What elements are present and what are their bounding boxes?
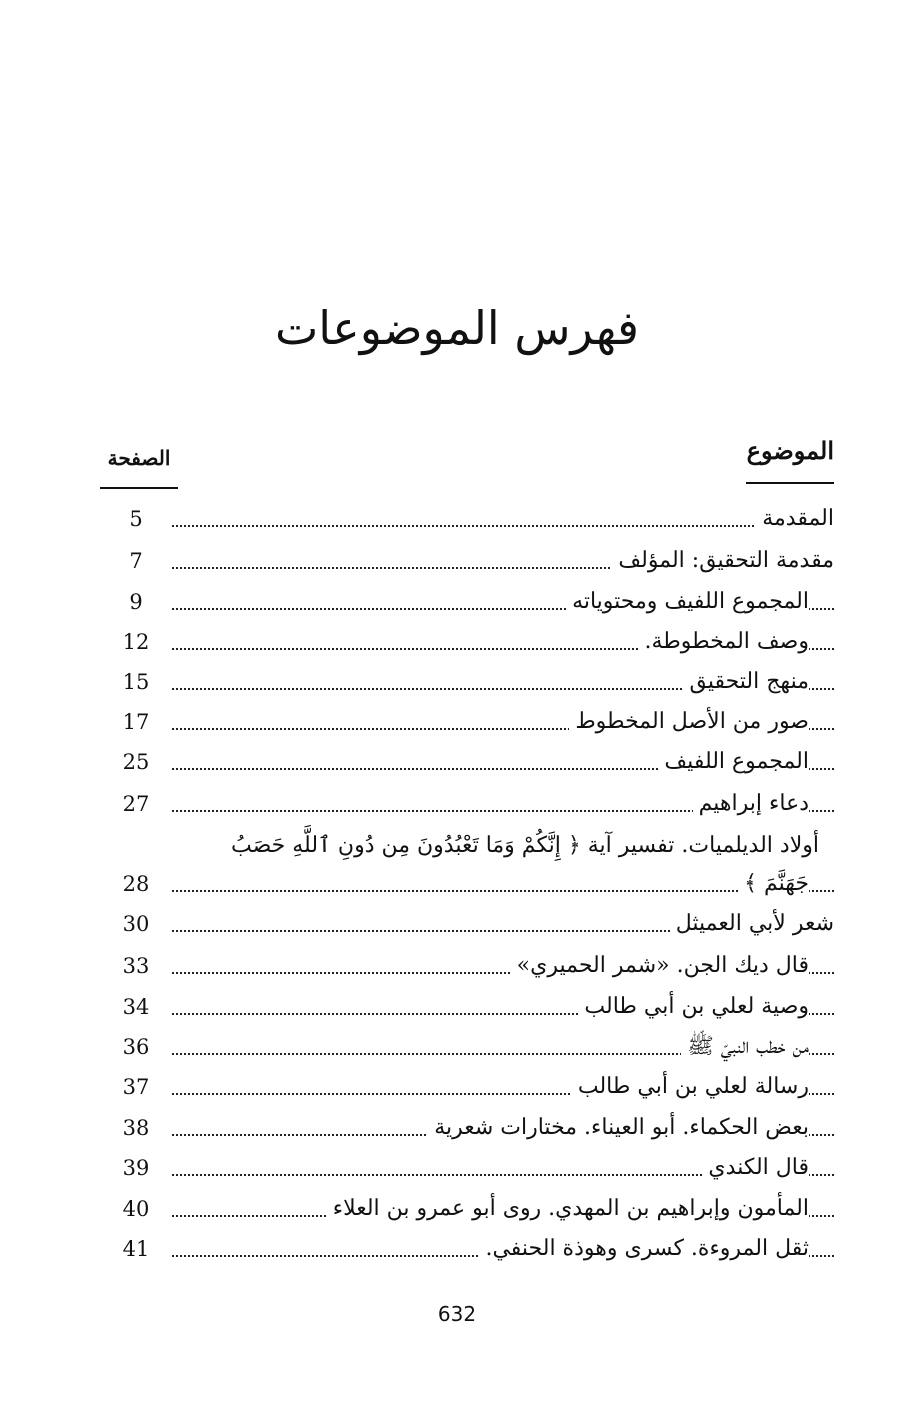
topic-column-header: الموضوع	[746, 436, 834, 465]
toc-entry	[100, 1067, 834, 1107]
toc-entry-page: 41	[122, 1237, 150, 1261]
dot-leader	[172, 525, 834, 527]
dot-leader	[172, 890, 834, 892]
toc-entry-page: 38	[122, 1116, 150, 1140]
page-title: فهرس الموضوعات	[274, 301, 640, 355]
toc-entry	[100, 499, 834, 539]
toc-entry-page: 27	[122, 792, 150, 816]
toc-entry-page: 12	[122, 630, 150, 654]
toc-entry	[100, 541, 834, 581]
toc-entry-title: قال الكندي	[702, 1148, 809, 1188]
toc-entry-title: من خطب النبيّ ﷺ	[681, 1027, 809, 1067]
toc-entry-title: وصف المخطوطة.	[638, 622, 809, 662]
toc-entry	[100, 987, 834, 1027]
toc-entry	[100, 1189, 834, 1229]
toc-entry-page: 28	[122, 872, 150, 896]
topic-header-rule	[746, 482, 834, 484]
toc-entry-title: دعاء إبراهيم	[693, 784, 809, 824]
toc-entry-title: شعر لأبي العميثل	[670, 904, 834, 944]
toc-entry-title: المجموع اللفيف	[658, 742, 809, 782]
toc-entry-page: 17	[122, 710, 150, 734]
toc-entry-page: 39	[122, 1156, 150, 1180]
toc-entry	[100, 742, 834, 782]
toc-entry-title: بعض الحكماء. أبو العيناء. مختارات شعرية	[428, 1108, 809, 1148]
toc-entry	[100, 784, 834, 824]
toc-entry-title: المقدمة	[756, 499, 834, 539]
toc-entry	[100, 662, 834, 702]
toc-entry-multiline-first: أولاد الديلميات. تفسير آية ﴿ إِنَّكُمْ وَمَا تَعْبُدُونَ مِن دُونِ ٱللَّهِ حَصَبُ	[230, 833, 819, 858]
toc-entry-page: 15	[122, 670, 150, 694]
toc-entry-title: رسالة لعلي بن أبي طالب	[572, 1067, 809, 1107]
toc-entry-page: 34	[122, 995, 150, 1019]
toc-entry-page: 33	[122, 954, 150, 978]
toc-entry	[100, 1148, 834, 1188]
toc-entry-title: وصية لعلي بن أبي طالب	[578, 987, 809, 1027]
toc-entry-title: جَهَنَّمَ ﴾	[738, 864, 809, 904]
page-column-header: الصفحة	[107, 446, 171, 470]
toc-entry-title: مقدمة التحقيق: المؤلف	[612, 541, 834, 581]
toc-entry-page: 9	[129, 590, 143, 614]
toc-entry-page: 37	[122, 1075, 150, 1099]
page-header-rule	[100, 487, 178, 489]
toc-entry	[100, 1229, 834, 1269]
toc-entry-page: 25	[122, 750, 150, 774]
toc-entry-page: 40	[122, 1197, 150, 1221]
toc-entry-page: 30	[122, 912, 150, 936]
toc-entry-title: ثقل المروءة. كسرى وهوذة الحنفي.	[479, 1229, 809, 1269]
toc-entry	[100, 582, 834, 622]
toc-entry-title: المجموع اللفيف ومحتوياته	[566, 582, 809, 622]
toc-entry-page: 5	[129, 507, 143, 531]
page-number: 632	[437, 1302, 477, 1326]
toc-entry-title: قال ديك الجن. «شمر الحميري»	[511, 946, 809, 986]
toc-entry	[100, 904, 834, 944]
toc-entry-page: 7	[129, 549, 143, 573]
toc-entry	[100, 864, 834, 904]
toc-entry	[100, 1027, 834, 1067]
toc-entry-title: منهج التحقيق	[683, 662, 809, 702]
toc-entry-title: المأمون وإبراهيم بن المهدي. روى أبو عمرو بن العلاء	[327, 1189, 809, 1229]
toc-entry	[100, 622, 834, 662]
toc-entry-page: 36	[122, 1035, 150, 1059]
toc-entry	[100, 1108, 834, 1148]
toc-entry	[100, 946, 834, 986]
toc-entry	[100, 702, 834, 742]
toc-entry-title: صور من الأصل المخطوط	[569, 702, 809, 742]
